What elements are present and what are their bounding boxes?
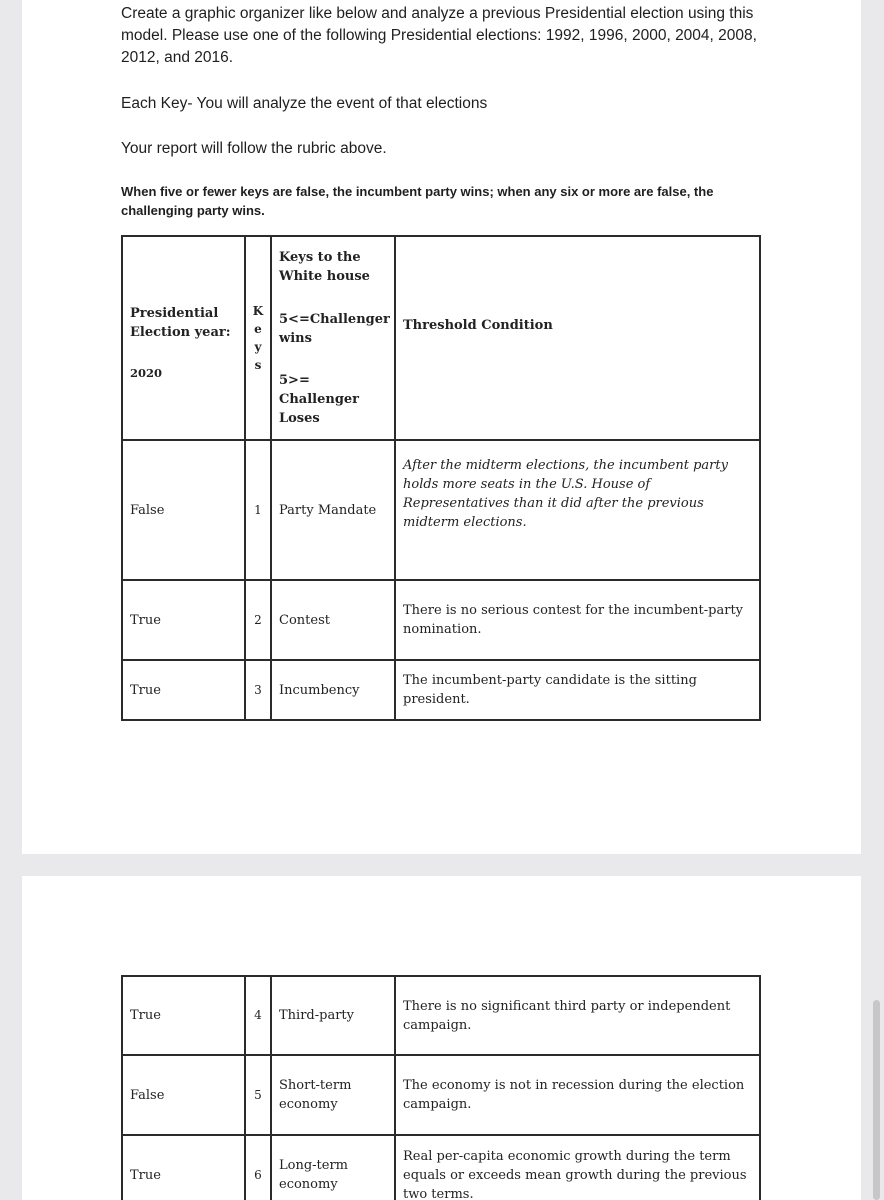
key-condition: There is no significant third party or independent campaign.: [395, 976, 760, 1055]
key-value: True: [122, 660, 245, 720]
key-number: 2: [245, 580, 271, 660]
keys-table-part-1: [121, 235, 761, 721]
key-value: False: [122, 1055, 245, 1135]
table-row: [122, 1135, 760, 1200]
challenger-wins-label: 5<=Challenger wins: [279, 312, 390, 346]
election-year-cell: [122, 236, 245, 440]
key-condition: After the midterm elections, the incumbent party holds more seats in the U.S. House of Representatives than it did after the previous midterm elections.: [395, 440, 760, 580]
election-year-label: Presidential Election year:: [130, 305, 231, 340]
key-condition: There is no serious contest for the incumbent-party nomination.: [395, 580, 760, 660]
key-name: Third-party: [271, 976, 395, 1055]
table-row: [122, 440, 760, 580]
key-condition: The economy is not in recession during the election campaign.: [395, 1055, 760, 1135]
key-number: 5: [245, 1055, 271, 1135]
key-value: False: [122, 440, 245, 580]
assignment-instructions: Create a graphic organizer like below and analyze a previous Presidential election using this model. Please use one of the following Presidential elections: 1992, 1996, 2000, 2004, 2008, 2012, and 2016.: [121, 5, 757, 66]
rubric-note: Your report will follow the rubric above.: [121, 140, 387, 157]
table-header-row: [122, 236, 760, 440]
winning-rule: When five or fewer keys are false, the incumbent party wins; when any six or more are false, the challenging party wins.: [121, 184, 714, 218]
key-number: 4: [245, 976, 271, 1055]
key-number: 6: [245, 1135, 271, 1200]
scrollbar-thumb[interactable]: [873, 1000, 880, 1200]
keys-table-part-2: [121, 975, 761, 1200]
keys-title: Keys to the White house: [279, 250, 370, 284]
key-name: Party Mandate: [271, 440, 395, 580]
key-condition: The incumbent-party candidate is the sitting president.: [395, 660, 760, 720]
table-row: [122, 660, 760, 720]
keys-letter: s: [254, 358, 262, 372]
key-number: 1: [245, 440, 271, 580]
key-name: Short-term economy: [271, 1055, 395, 1135]
key-name: Long-term economy: [271, 1135, 395, 1200]
key-name: Incumbency: [271, 660, 395, 720]
key-condition: Real per-capita economic growth during the term equals or exceeds mean growth during the previous two terms.: [395, 1135, 760, 1200]
table-row: [122, 580, 760, 660]
threshold-header: Threshold Condition: [395, 236, 760, 440]
key-value: True: [122, 1135, 245, 1200]
election-year-value: 2020: [130, 365, 163, 380]
keys-letter: y: [254, 340, 262, 354]
keys-letter: e: [254, 322, 262, 336]
keys-letters-cell: [245, 236, 271, 440]
each-key-instruction: Each Key- You will analyze the event of that elections: [121, 95, 488, 112]
table-row: [122, 1055, 760, 1135]
key-name: Contest: [271, 580, 395, 660]
keys-letter: K: [252, 304, 264, 318]
table-row: [122, 976, 760, 1055]
key-value: True: [122, 580, 245, 660]
keys-header-cell: [271, 236, 395, 440]
key-number: 3: [245, 660, 271, 720]
challenger-loses-label: 5>= Challenger Loses: [279, 373, 360, 426]
key-value: True: [122, 976, 245, 1055]
